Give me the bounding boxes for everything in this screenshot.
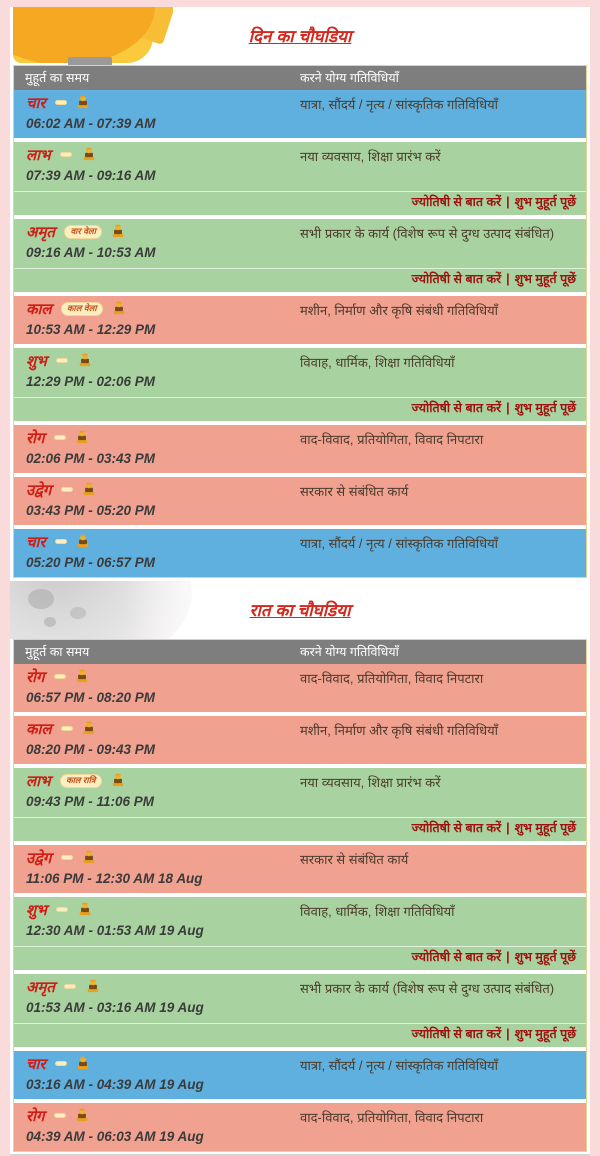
activity-text: विवाह, धार्मिक, शिक्षा गतिविधियाँ: [300, 355, 455, 370]
activity-cell: [300, 772, 586, 811]
activity-cell: [300, 668, 586, 707]
deity-icon: [78, 902, 92, 921]
vela-badge: [56, 907, 68, 912]
choghadiya-row: [14, 768, 586, 841]
activity-cell: [300, 429, 586, 468]
choghadiya-row: [14, 1103, 586, 1151]
muhurta-cell: [14, 223, 300, 262]
choghadiya-row: [14, 219, 586, 292]
vela-badge: [64, 984, 76, 989]
vela-badge: [55, 100, 67, 105]
muhurta-time: 06:57 PM - 08:20 PM: [26, 690, 156, 705]
day-section-title: दिन का चौघडिया: [248, 27, 352, 46]
choghadiya-row: [14, 974, 586, 1047]
day-choghadiya-table: [13, 65, 587, 578]
vela-badge: [61, 487, 73, 492]
link-separator: |: [506, 1027, 510, 1041]
vela-badge: [54, 674, 66, 679]
link-separator: |: [506, 950, 510, 964]
muhurta-name: अमृत: [26, 224, 55, 241]
activity-cell: [300, 1055, 586, 1094]
astrologer-links: [14, 817, 586, 836]
night-section-header: [10, 581, 590, 639]
vela-badge: [60, 152, 72, 157]
muhurta-time: 01:53 AM - 03:16 AM 19 Aug: [26, 1000, 204, 1015]
activity-text: सभी प्रकार के कार्य (विशेष रूप से दुग्ध उत्पाद संबंधित): [300, 981, 555, 996]
deity-icon: [112, 301, 126, 320]
muhurta-name: रोग: [26, 1108, 45, 1125]
choghadiya-panel: [10, 7, 590, 1156]
talk-to-astrologer-link[interactable]: ज्योतिषी से बात करें: [411, 821, 502, 835]
activity-cell: [300, 720, 586, 759]
choghadiya-row: [14, 296, 586, 344]
muhurta-cell: [14, 668, 300, 707]
muhurta-cell: [14, 849, 300, 888]
deity-icon: [75, 1108, 89, 1127]
choghadiya-row: [14, 529, 586, 577]
choghadiya-row: [14, 348, 586, 421]
talk-to-astrologer-link[interactable]: ज्योतिषी से बात करें: [411, 950, 502, 964]
activity-text: वाद-विवाद, प्रतियोगिता, विवाद निपटारा: [300, 432, 484, 447]
activity-cell: [300, 352, 586, 391]
talk-to-astrologer-link[interactable]: ज्योतिषी से बात करें: [411, 272, 502, 286]
activity-cell: [300, 223, 586, 262]
muhurta-time: 10:53 AM - 12:29 PM: [26, 322, 156, 337]
muhurta-time: 09:43 PM - 11:06 PM: [26, 794, 155, 809]
column-header-time: मुहूर्त का समय: [25, 71, 90, 85]
muhurta-time: 07:39 AM - 09:16 AM: [26, 168, 156, 183]
activity-cell: [300, 481, 586, 520]
activity-cell: [300, 1107, 586, 1146]
astrologer-links: [14, 1023, 586, 1042]
muhurta-time: 09:16 AM - 10:53 AM: [26, 245, 156, 260]
deity-icon: [75, 669, 89, 688]
astrologer-links: [14, 397, 586, 416]
choghadiya-row: [14, 1051, 586, 1099]
night-choghadiya-table: [13, 639, 587, 1152]
choghadiya-row: [14, 477, 586, 525]
activity-text: वाद-विवाद, प्रतियोगिता, विवाद निपटारा: [300, 671, 484, 686]
activity-text: यात्रा, सौंदर्य / नृत्य / सांस्कृतिक गतिविधियाँ: [300, 1058, 498, 1073]
activity-text: मशीन, निर्माण और कृषि संबंधी गतिविधियाँ: [300, 303, 499, 318]
link-separator: |: [506, 195, 510, 209]
activity-text: यात्रा, सौंदर्य / नृत्य / सांस्कृतिक गतिविधियाँ: [300, 97, 498, 112]
muhurta-cell: [14, 481, 300, 520]
muhurta-cell: [14, 720, 300, 759]
activity-cell: [300, 901, 586, 940]
vela-badge: [61, 855, 73, 860]
muhurta-name: शुभ: [26, 353, 47, 370]
muhurta-time: 03:43 PM - 05:20 PM: [26, 503, 156, 518]
activity-text: यात्रा, सौंदर्य / नृत्य / सांस्कृतिक गतिविधियाँ: [300, 536, 498, 551]
ask-muhurat-link[interactable]: शुभ मुहूर्त पूछें: [514, 950, 576, 964]
night-table-column-header: [14, 640, 586, 664]
astrologer-links: [14, 268, 586, 287]
muhurta-cell: [14, 146, 300, 185]
deity-icon: [86, 979, 100, 998]
activity-cell: [300, 300, 586, 339]
day-section-header: [10, 7, 590, 65]
choghadiya-row: [14, 716, 586, 764]
talk-to-astrologer-link[interactable]: ज्योतिषी से बात करें: [411, 401, 502, 415]
activity-text: विवाह, धार्मिक, शिक्षा गतिविधियाँ: [300, 904, 455, 919]
muhurta-cell: [14, 533, 300, 572]
day-table-column-header: [14, 66, 586, 90]
deity-icon: [111, 224, 125, 243]
column-header-time: मुहूर्त का समय: [25, 645, 90, 659]
vela-badge: [54, 435, 66, 440]
vela-badge: [55, 539, 67, 544]
astrologer-links: [14, 191, 586, 210]
muhurta-name: अमृत: [26, 979, 55, 996]
muhurta-time: 05:20 PM - 06:57 PM: [26, 555, 156, 570]
deity-icon: [76, 1056, 90, 1075]
ask-muhurat-link[interactable]: शुभ मुहूर्त पूछें: [514, 401, 576, 415]
activity-cell: [300, 146, 586, 185]
muhurta-cell: [14, 94, 300, 133]
muhurta-time: 04:39 AM - 06:03 AM 19 Aug: [26, 1129, 204, 1144]
ask-muhurat-link[interactable]: शुभ मुहूर्त पूछें: [514, 195, 576, 209]
muhurta-cell: [14, 772, 300, 811]
muhurta-time: 12:30 AM - 01:53 AM 19 Aug: [26, 923, 204, 938]
muhurta-time: 03:16 AM - 04:39 AM 19 Aug: [26, 1077, 204, 1092]
activity-text: नया व्यवसाय, शिक्षा प्रारंभ करें: [300, 149, 441, 164]
muhurta-cell: [14, 1107, 300, 1146]
activity-text: सभी प्रकार के कार्य (विशेष रूप से दुग्ध उत्पाद संबंधित): [300, 226, 555, 241]
deity-icon: [82, 482, 96, 501]
vela-badge: [61, 726, 73, 731]
day-rows-container: [14, 90, 586, 577]
muhurta-cell: [14, 901, 300, 940]
vela-badge: [55, 1061, 67, 1066]
muhurta-cell: [14, 429, 300, 468]
link-separator: |: [506, 401, 510, 415]
talk-to-astrologer-link[interactable]: ज्योतिषी से बात करें: [411, 195, 502, 209]
choghadiya-row: [14, 142, 586, 215]
vela-badge: [56, 358, 68, 363]
deity-icon: [82, 147, 96, 166]
activity-text: मशीन, निर्माण और कृषि संबंधी गतिविधियाँ: [300, 723, 499, 738]
deity-icon: [76, 534, 90, 553]
activity-text: सरकार से संबंधित कार्य: [300, 852, 409, 867]
muhurta-name: काल: [26, 301, 52, 318]
deity-icon: [78, 353, 92, 372]
astrologer-links: [14, 946, 586, 965]
vela-badge: [54, 1113, 66, 1118]
muhurta-cell: [14, 352, 300, 391]
muhurta-time: 08:20 PM - 09:43 PM: [26, 742, 156, 757]
activity-cell: [300, 533, 586, 572]
ask-muhurat-link[interactable]: शुभ मुहूर्त पूछें: [514, 272, 576, 286]
muhurta-name: लाभ: [26, 147, 51, 164]
talk-to-astrologer-link[interactable]: ज्योतिषी से बात करें: [411, 1027, 502, 1041]
muhurta-cell: [14, 978, 300, 1017]
choghadiya-row: [14, 845, 586, 893]
muhurta-time: 06:02 AM - 07:39 AM: [26, 116, 156, 131]
ask-muhurat-link[interactable]: शुभ मुहूर्त पूछें: [514, 821, 576, 835]
column-header-activities: करने योग्य गतिविधियाँ: [300, 645, 399, 659]
sun-shadow-decoration: [68, 57, 112, 65]
muhurta-name: चार: [26, 534, 46, 551]
muhurta-time: 11:06 PM - 12:30 AM 18 Aug: [26, 871, 203, 886]
muhurta-name: चार: [26, 95, 46, 112]
activity-text: सरकार से संबंधित कार्य: [300, 484, 409, 499]
link-separator: |: [506, 272, 510, 286]
choghadiya-row: [14, 425, 586, 473]
choghadiya-row: [14, 664, 586, 712]
muhurta-cell: [14, 1055, 300, 1094]
activity-text: वाद-विवाद, प्रतियोगिता, विवाद निपटारा: [300, 1110, 484, 1125]
muhurta-name: लाभ: [26, 773, 51, 790]
vela-badge: वार वेला: [64, 225, 101, 239]
column-header-activities: करने योग्य गतिविधियाँ: [300, 71, 399, 85]
muhurta-cell: [14, 300, 300, 339]
muhurta-name: काल: [26, 721, 52, 738]
activity-cell: [300, 94, 586, 133]
activity-cell: [300, 978, 586, 1017]
muhurta-time: 12:29 PM - 02:06 PM: [26, 374, 156, 389]
vela-badge: काल वेला: [61, 302, 103, 316]
link-separator: |: [506, 821, 510, 835]
deity-icon: [75, 430, 89, 449]
activity-text: नया व्यवसाय, शिक्षा प्रारंभ करें: [300, 775, 441, 790]
deity-icon: [82, 850, 96, 869]
vela-badge: काल रात्रि: [60, 774, 101, 788]
muhurta-name: रोग: [26, 669, 45, 686]
ask-muhurat-link[interactable]: शुभ मुहूर्त पूछें: [514, 1027, 576, 1041]
deity-icon: [82, 721, 96, 740]
activity-cell: [300, 849, 586, 888]
choghadiya-row: [14, 90, 586, 138]
night-rows-container: [14, 664, 586, 1151]
muhurta-name: उद्वेग: [26, 850, 52, 867]
deity-icon: [76, 95, 90, 114]
muhurta-name: शुभ: [26, 902, 47, 919]
deity-icon: [111, 773, 125, 792]
night-section-title: रात का चौघडिया: [249, 601, 351, 620]
choghadiya-row: [14, 897, 586, 970]
muhurta-time: 02:06 PM - 03:43 PM: [26, 451, 156, 466]
muhurta-name: चार: [26, 1056, 46, 1073]
muhurta-name: रोग: [26, 430, 45, 447]
muhurta-name: उद्वेग: [26, 482, 52, 499]
